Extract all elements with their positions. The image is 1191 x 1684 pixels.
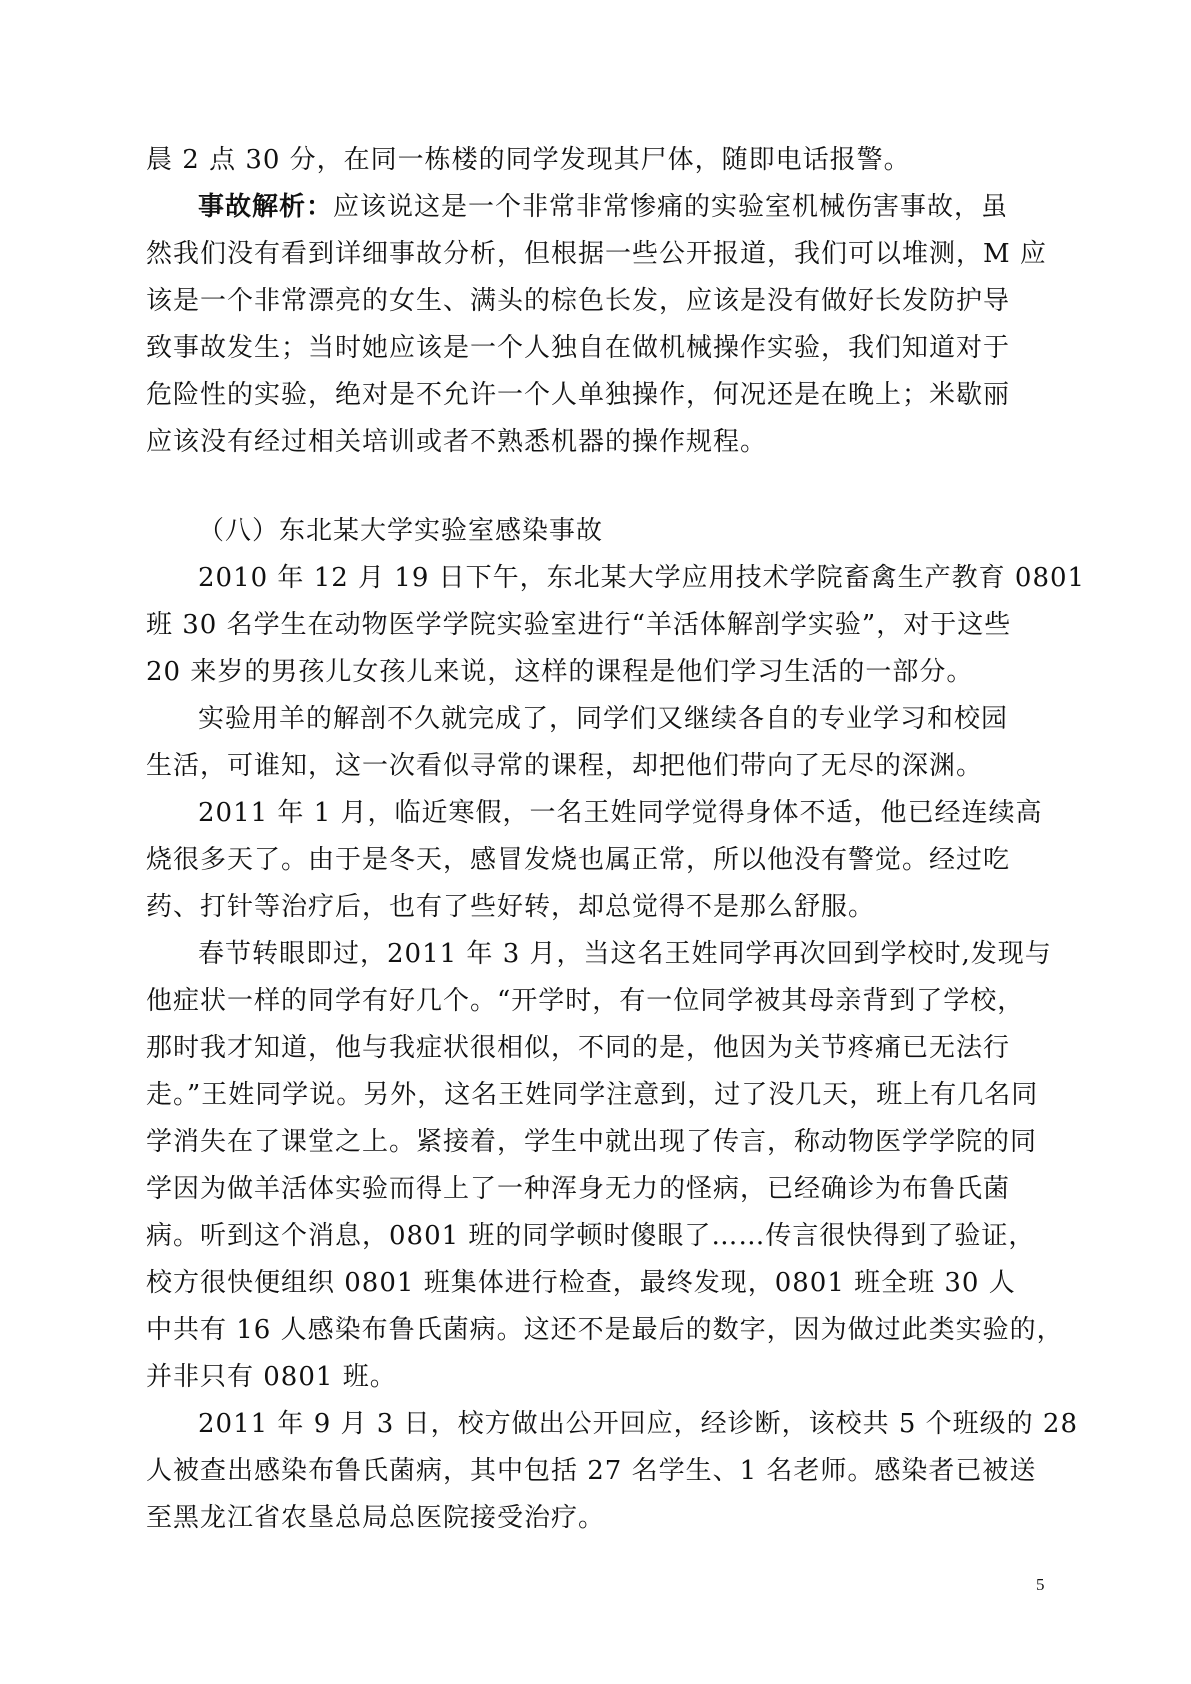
text-line: 药、打针等治疗后，也有了些好转，却总觉得不是那么舒服。 bbox=[146, 892, 876, 922]
text-line: 至黑龙江省农垦总局总医院接受治疗。 bbox=[146, 1503, 606, 1533]
story-body bbox=[146, 555, 1086, 1542]
text-line: 人被查出感染布鲁氏菌病，其中包括 27 名学生、1 名老师。感染者已被送 bbox=[146, 1456, 1037, 1486]
analysis-line-0: 应该说这是一个非常非常惨痛的实验室机械伤害事故，虽 bbox=[333, 192, 1009, 222]
analysis-line-4: 危险性的实验，绝对是不允许一个人单独操作，何况还是在晚上；米歇丽 bbox=[146, 380, 1011, 410]
text-line: 并非只有 0801 班。 bbox=[146, 1362, 397, 1392]
paragraph-analysis bbox=[146, 184, 1066, 231]
analysis-paragraph bbox=[146, 184, 1066, 466]
text-line: 烧很多天了。由于是冬天，感冒发烧也属正常，所以他没有警觉。经过吃 bbox=[146, 845, 1011, 875]
text-line: 校方很快便组织 0801 班集体进行检查，最终发现，0801 班全班 30 人 bbox=[146, 1268, 1016, 1298]
paragraph-5 bbox=[146, 1401, 1078, 1448]
text-line: 中共有 16 人感染布鲁氏菌病。这还不是最后的数字，因为做过此类实验的， bbox=[146, 1315, 1064, 1345]
paragraph-4 bbox=[146, 931, 1066, 978]
analysis-line-2: 该是一个非常漂亮的女生、满头的棕色长发，应该是没有做好长发防护导 bbox=[146, 286, 1011, 316]
text-line: 晨 2 点 30 分，在同一栋楼的同学发现其尸体，随即电话报警。 bbox=[146, 145, 911, 175]
paragraph-1-cont bbox=[146, 602, 1066, 696]
analysis-label: 事故解析： bbox=[198, 192, 334, 222]
text-line: 那时我才知道，他与我症状很相似，不同的是，他因为关节疼痛已无法行 bbox=[146, 1033, 1011, 1063]
paragraph-top bbox=[146, 137, 1066, 184]
page-number: 5 bbox=[1036, 1575, 1045, 1594]
paragraph-3-cont bbox=[146, 837, 1066, 931]
text-line: 实验用羊的解剖不久就完成了，同学们又继续各自的专业学习和校园 bbox=[198, 704, 1009, 734]
paragraph-1 bbox=[146, 555, 1086, 602]
paragraph-analysis-cont bbox=[146, 231, 1066, 466]
text-line: 2011 年 1 月，临近寒假，一名王姓同学觉得身体不适，他已经连续高 bbox=[198, 798, 1043, 828]
text-line: 2010 年 12 月 19 日下午，东北某大学应用技术学院畜禽生产教育 0801 bbox=[198, 563, 1086, 593]
text-line: 病。听到这个消息，0801 班的同学顿时傻眼了……传言很快得到了验证， bbox=[146, 1221, 1036, 1251]
paragraph-4-cont bbox=[146, 978, 1066, 1401]
text-line: 班 30 名学生在动物医学学院实验室进行“羊活体解剖学实验”，对于这些 bbox=[146, 610, 1012, 640]
text-line: 20 来岁的男孩儿女孩儿来说，这样的课程是他们学习生活的一部分。 bbox=[146, 657, 974, 687]
analysis-line-5: 应该没有经过相关培训或者不熟悉机器的操作规程。 bbox=[146, 427, 768, 457]
paragraph-5-cont bbox=[146, 1448, 1066, 1542]
text-line: 走。”王姓同学说。另外，这名王姓同学注意到，过了没几天，班上有几名同 bbox=[146, 1080, 1039, 1110]
paragraph-2 bbox=[146, 696, 1066, 743]
paragraph-2-cont bbox=[146, 743, 1066, 790]
text-line bbox=[146, 184, 1066, 231]
text-line: 2011 年 9 月 3 日，校方做出公开回应，经诊断，该校共 5 个班级的 28 bbox=[198, 1409, 1078, 1439]
analysis-line-3: 致事故发生；当时她应该是一个人独自在做机械操作实验，我们知道对于 bbox=[146, 333, 1011, 363]
text-line: 学因为做羊活体实验而得上了一种浑身无力的怪病，已经确诊为布鲁氏菌 bbox=[146, 1174, 1011, 1204]
text-line: 生活，可谁知，这一次看似寻常的课程，却把他们带向了无尽的深渊。 bbox=[146, 751, 984, 781]
analysis-line-1: 然我们没有看到详细事故分析，但根据一些公开报道，我们可以堆测，M 应 bbox=[146, 239, 1047, 269]
paragraph-3 bbox=[146, 790, 1066, 837]
section-heading-block bbox=[146, 508, 1066, 555]
continued-paragraph bbox=[146, 137, 1066, 184]
text-line: 春节转眼即过，2011 年 3 月，当这名王姓同学再次回到学校时,发现与 bbox=[198, 939, 1052, 969]
section-heading: （八）东北某大学实验室感染事故 bbox=[198, 516, 604, 546]
text-line: 学消失在了课堂之上。紧接着，学生中就出现了传言，称动物医学学院的同 bbox=[146, 1127, 1038, 1157]
text-line: 他症状一样的同学有好几个。“开学时，有一位同学被其母亲背到了学校， bbox=[146, 986, 1025, 1016]
